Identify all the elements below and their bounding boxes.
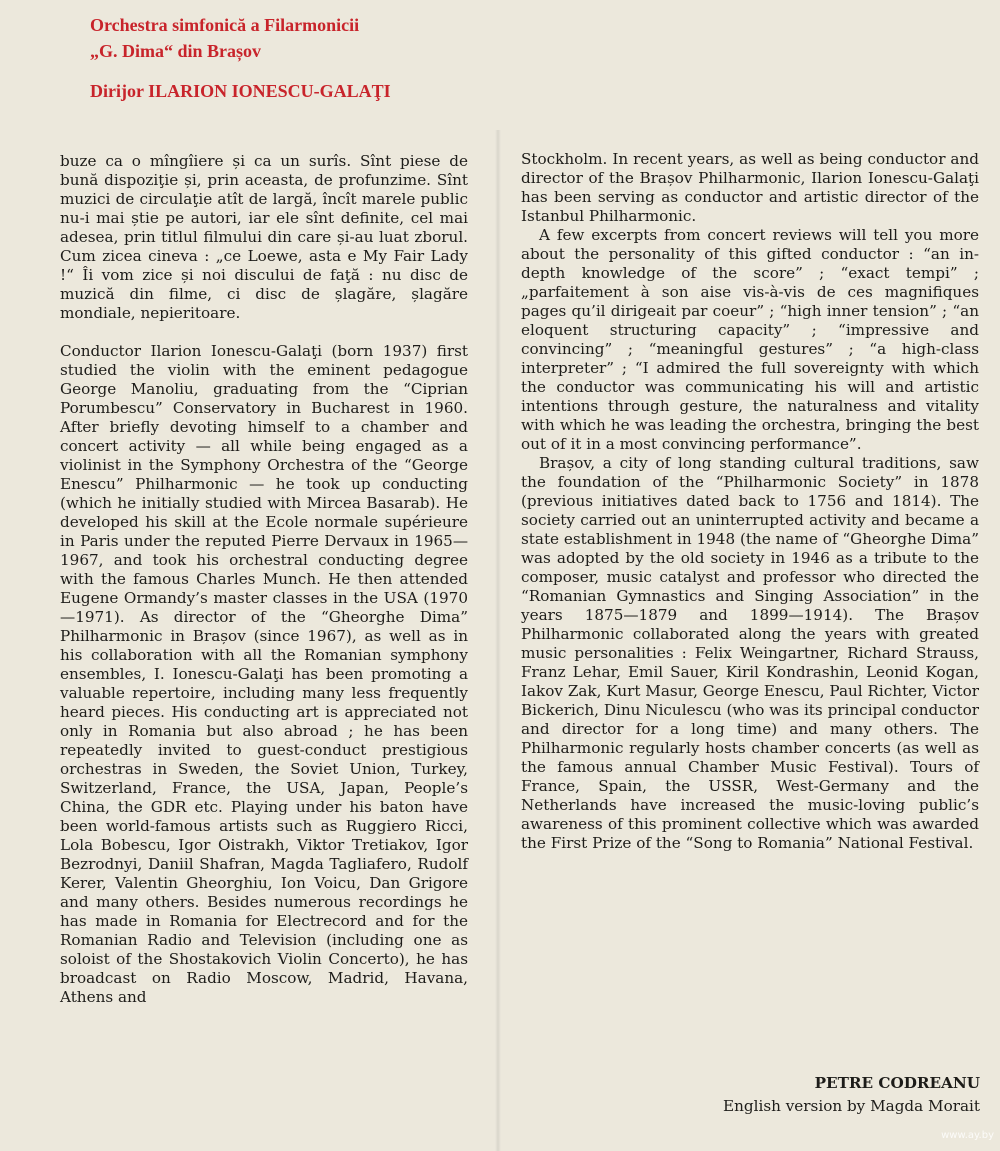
translation-credit: English version by Magda Morait [723,1097,980,1115]
conductor-line: Dirijor ILARION IONESCU-GALAŢI [90,81,391,101]
header [90,12,650,104]
signature-block [723,1072,980,1118]
author-name: PETRE CODREANU [814,1074,980,1092]
right-column [521,150,979,853]
orchestra-line-1: Orchestra simfonică a Filarmonicii [90,15,360,35]
career-paragraph: Stockholm. In recent years, as well as being conductor and director of the Brașov Philharmonic, Ilarion Ionescu-Galaţi has been serving as conductor and artistic director of the Istanbul Philharmonic. [521,150,979,225]
romanian-paragraph: buze ca o mîngîiere și ca un surîs. Sînt piese de bună dispoziţie și, prin aceasta, de profunzime. Sînt muzici de circulaţie atît de largă, încît marele public nu-i mai știe pe autori, iar ele sînt definite, cel mai adesea, prin titlul filmului din care și-au luat zborul. Cum zicea cineva : „ce Loewe, asta e My Fair Lady !“ Îi vom zice și noi discului de faţă : nu disc de muzică din filme, ci disc de șlagăre, șlagăre mondiale, nepieritoare. [60,152,468,322]
watermark: www.ay.by [941,1130,994,1141]
orchestra-line-2: „G. Dima“ din Brașov [90,41,262,61]
page-fold [495,130,501,1151]
english-biography-paragraph: Conductor Ilarion Ionescu-Galaţi (born 1937) first studied the violin with the eminent pedagogue George Manoliu, graduating from the “Ciprian Porumbescu” Conservatory in Bucharest in 1960. After briefly devoting himself to a chamber and concert activity — all while being engaged as a violinist in the Symphony Orchestra of the “George Enescu” Philharmonic — he took up conducting (which he initially studied with Mircea Basarab). He developed his skill at the Ecole normale supérieure in Paris under the reputed Pierre Dervaux in 1965—1967, and took his orchestral conducting degree with the famous Charles Munch. He then attended Eugene Ormandy’s master classes in the USA (1970—1971). As director of the “Gheorghe Dima” Philharmonic in Brașov (since 1967), as well as in his collaboration with all the Romanian symphony ensembles, I. Ionescu-Galaţi has been promoting a valuable repertoire, including many less frequently heard pieces. His conducting art is appreciated not only in Romania but also abroad ; he has been repeatedly invited to guest-conduct prestigious orchestras in Sweden, the Soviet Union, Turkey, Switzerland, France, the USA, Japan, People’s China, the GDR etc. Playing under his baton have been world-famous artists such as Ruggiero Ricci, Lola Bobescu, Igor Oistrakh, Viktor Tretiakov, Igor Bezrodnyi, Daniil Shafran, Magda Tagliafero, Rudolf Kerer, Valentin Gheorghiu, Ion Voicu, Dan Grigore and many others. Besides numerous recordings he has made in Romania for Electrecord and for the Romanian Radio and Television (including one as soloist of the Shostakovich Violin Concerto), he has broadcast on Radio Moscow, Madrid, Havana, Athens and [60,342,468,1006]
left-column [60,152,468,1007]
philharmonic-history-paragraph: Brașov, a city of long standing cultural traditions, saw the foundation of the “Philharmonic Society” in 1878 (previous initiatives dated back to 1756 and 1814). The society carried out an uninterrupted activity and became a state establishment in 1948 (the name of “Gheorghe Dima” was adopted by the old society in 1946 as a tribute to the composer, music catalyst and professor who directed the “Romanian Gymnastics and Singing Association” in the years 1875—1879 and 1899—1914). The Brașov Philharmonic collaborated along the years with greated music personalities : Felix Weingartner, Richard Strauss, Franz Lehar, Emil Sauer, Kiril Kondrashin, Leonid Kogan, Iakov Zak, Kurt Masur, George Enescu, Paul Richter, Victor Bickerich, Dinu Niculescu (who was its principal conductor and director for a long time) and many others. The Philharmonic regularly hosts chamber concerts (as well as the famous annual Chamber Music Festival). Tours of France, Spain, the USSR, West-Germany and the Netherlands have increased the music-loving public’s awareness of this prominent collective which was awarded the First Prize of the “Song to Romania” National Festival. [521,454,979,852]
reviews-paragraph: A few excerpts from concert reviews will tell you more about the personality of this gifted conductor : “an in-depth knowledge of the score” ; “exact tempi” ; „parfaitement à son aise vis-à-vis de ces magnifiques pages qu’il dirigeait par coeur” ; “high inner tension” ; “an eloquent structuring capacity” ; “impressive and convincing” ; “meaningful gestures” ; “a high-class interpreter” ; “I admired the full sovereignty with which the conductor was communicating his will and artistic intentions through gesture, the naturalness and vitality with which he was leading the orchestra, bringing the best out of it in a most convincing performance”. [521,226,979,453]
